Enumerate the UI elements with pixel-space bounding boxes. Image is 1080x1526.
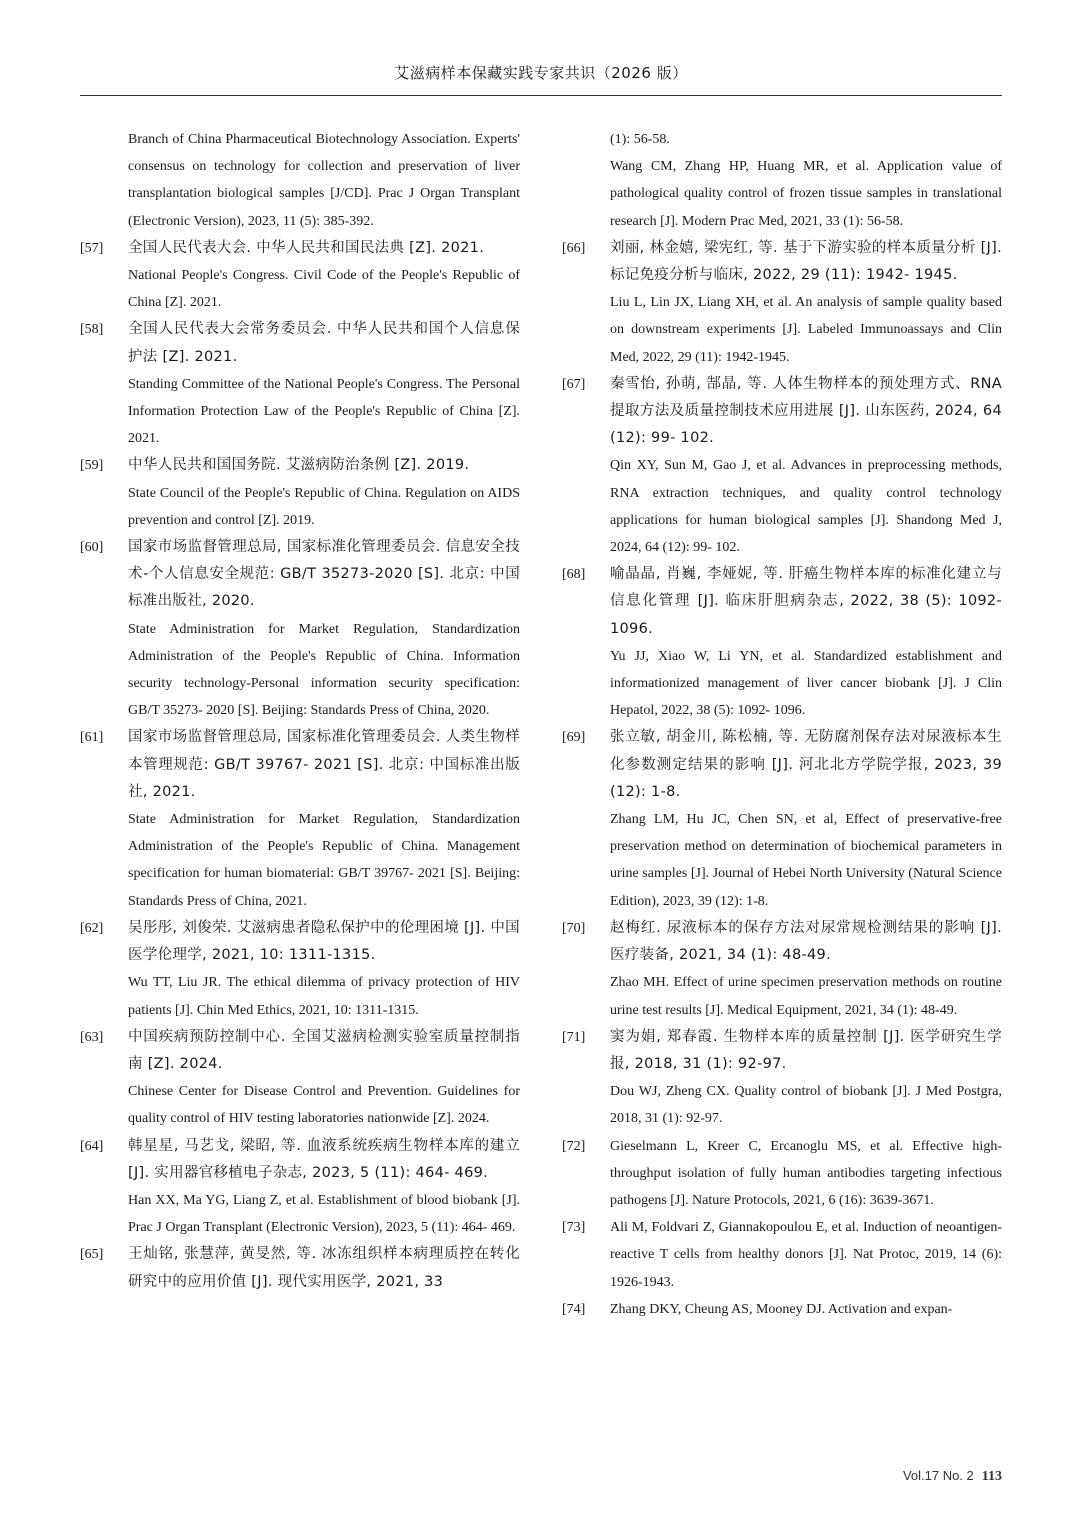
reference-entry <box>562 235 1002 371</box>
reference-text-english: National People's Congress. Civil Code of the People's Republic of China [Z]. 2021. <box>128 268 520 311</box>
reference-entry <box>80 915 520 1024</box>
reference-text-chinese: 王灿铭, 张慧萍, 黄旻然, 等. 冰冻组织样本病理质控在转化研究中的应用价值 [J]. 现代实用医学, 2021, 33 <box>128 1246 520 1290</box>
reference-number: [64] <box>80 1138 104 1154</box>
reference-entry <box>80 235 520 317</box>
reference-text-chinese: 喻晶晶, 肖巍, 李娅妮, 等. 肝癌生物样本库的标准化建立与信息化管理 [J]. 临床肝胆病杂志, 2022, 38 (5): 1092- 1096. <box>610 566 1002 637</box>
reference-text-english: Zhang DKY, Cheung AS, Mooney DJ. Activation and expan- <box>610 1301 953 1317</box>
reference-text-english: Ali M, Foldvari Z, Giannakopoulou E, et al. Induction of neoantigen- reactive T cells from healthy donors [J]. Nat Protoc, 2019, 14 (6): 1926-1943. <box>610 1220 1002 1290</box>
reference-text-english: Branch of China Pharmaceutical Biotechnology Association. Experts' consensus on technology for collection and preservation of liver transplantation biological samples [J/CD]. Prac J Organ Transplant (Electronic Version), 2023, 11 (5): 385-392. <box>128 132 520 229</box>
reference-number: [67] <box>562 376 586 392</box>
reference-text-english: Zhao MH. Effect of urine specimen preservation methods on routine urine test results [J]. Medical Equipment, 2021, 34 (1): 48-49. <box>610 975 1002 1018</box>
reference-number: [73] <box>562 1220 586 1236</box>
reference-text-chinese: 张立敏, 胡金川, 陈松楠, 等. 无防腐剂保存法对尿液标本生化参数测定结果的影响 [J]. 河北北方学院学报, 2023, 39 (12): 1-8. <box>610 729 1002 800</box>
reference-entry <box>562 915 1002 1024</box>
reference-text-chinese: 国家市场监督管理总局, 国家标准化管理委员会. 信息安全技术-个人信息安全规范: GB/T 35273-2020 [S]. 北京: 中国标准出版社, 2020. <box>128 539 520 610</box>
reference-text-english: State Council of the People's Republic of China. Regulation on AIDS prevention and control [Z]. 2019. <box>128 485 520 528</box>
reference-text-chinese: 赵梅红. 尿液标本的保存方法对尿常规检测结果的影响 [J]. 医疗装备, 2021, 34 (1): 48-49. <box>610 919 1002 964</box>
reference-text-english: Standing Committee of the National People's Congress. The Personal Information Protection Law of the People's Republic of China [Z]. 2021. <box>128 376 520 447</box>
reference-entry <box>80 452 520 534</box>
journal-volume: Vol.17 No. 2 <box>902 1468 974 1483</box>
reference-entry <box>562 1214 1002 1296</box>
reference-text-english: Wu TT, Liu JR. The ethical dilemma of privacy protection of HIV patients [J]. Chin Med Ethics, 2021, 10: 1311-1315. <box>128 975 520 1018</box>
reference-entry <box>562 724 1002 914</box>
reference-entry <box>562 371 1002 561</box>
reference-text-english: State Administration for Market Regulation, Standardization Administration of the People's Republic of China. Information security technology-Personal information security specification: GB/T 35273- 2020 [S]. Beijing: Standards Press of China, 2020. <box>128 621 520 719</box>
reference-entry <box>562 561 1002 724</box>
running-header: 艾滋病样本保藏实践专家共识（2026 版） <box>394 64 688 82</box>
reference-text-chinese: 韩星星, 马艺戈, 梁昭, 等. 血液系统疾病生物样本库的建立 [J]. 实用器官移植电子杂志, 2023, 5 (11): 464- 469. <box>128 1137 520 1181</box>
reference-number: [57] <box>80 240 104 256</box>
reference-entry <box>80 534 520 724</box>
reference-entry <box>80 1133 520 1242</box>
reference-number: [74] <box>562 1301 586 1317</box>
reference-text-english: Chinese Center for Disease Control and Prevention. Guidelines for quality control of HIV testing laboratories nationwide [Z]. 2024. <box>128 1084 520 1127</box>
reference-text-chinese: 窦为娟, 郑春霞. 生物样本库的质量控制 [J]. 医学研究生学报, 2018, 31 (1): 92-97. <box>610 1028 1002 1072</box>
reference-text-chinese: 中华人民共和国国务院. 艾滋病防治条例 [Z]. 2019. <box>128 457 470 474</box>
reference-column-left <box>80 126 520 1296</box>
reference-text-chinese: 国家市场监督管理总局, 国家标准化管理委员会. 人类生物样本管理规范: GB/T 39767- 2021 [S]. 北京: 中国标准出版社, 2021. <box>128 729 520 800</box>
reference-number: [59] <box>80 458 104 474</box>
reference-text-english: Dou WJ, Zheng CX. Quality control of biobank [J]. J Med Postgra, 2018, 31 (1): 92-97. <box>610 1084 1002 1127</box>
reference-number: [65] <box>80 1247 104 1263</box>
reference-number: [61] <box>80 730 104 746</box>
reference-entry <box>562 126 1002 153</box>
reference-entry <box>80 1024 520 1133</box>
reference-text-chinese: 全国人民代表大会. 中华人民共和国民法典 [Z]. 2021. <box>128 239 485 256</box>
reference-text-chinese: 刘丽, 林金嬉, 梁宪红, 等. 基于下游实验的样本质量分析 [J]. 标记免疫分析与临床, 2022, 29 (11): 1942- 1945. <box>610 239 1002 284</box>
reference-text-english: State Administration for Market Regulation, Standardization Administration of the People's Republic of China. Management specification for human biomaterial: GB/T 39767- 2021 [S]. Beijing: Standards Press of China, 2021. <box>128 812 520 909</box>
reference-entry <box>80 126 520 235</box>
reference-entry <box>562 1296 1002 1323</box>
reference-number: [69] <box>562 730 586 746</box>
reference-number: [68] <box>562 567 586 583</box>
reference-text-chinese: 吴彤彤, 刘俊荣. 艾滋病患者隐私保护中的伦理困境 [J]. 中国医学伦理学, 2021, 10: 1311-1315. <box>128 919 520 964</box>
reference-text-chinese: 全国人民代表大会常务委员会. 中华人民共和国个人信息保护法 [Z]. 2021. <box>128 321 520 365</box>
reference-number: [70] <box>562 920 586 936</box>
page-number: 113 <box>981 1469 1002 1484</box>
reference-text-english: Han XX, Ma YG, Liang Z, et al. Establishment of blood biobank [J]. Prac J Organ Transplant (Electronic Version), 2023, 5 (11): 464- 469. <box>128 1192 520 1236</box>
reference-number: [72] <box>562 1138 586 1154</box>
reference-entry <box>562 1024 1002 1133</box>
reference-number: [60] <box>80 540 104 556</box>
reference-text-english: Yu JJ, Xiao W, Li YN, et al. Standardized establishment and informationized management of liver cancer biobank [J]. J Clin Hepatol, 2022, 38 (5): 1092- 1096. <box>610 648 1002 719</box>
reference-entry <box>80 724 520 914</box>
reference-number: [71] <box>562 1029 586 1045</box>
reference-text-english: (1): 56-58. <box>610 132 670 147</box>
reference-entry <box>562 153 1002 235</box>
page-footer <box>903 1468 1002 1485</box>
reference-text-chinese: 中国疾病预防控制中心. 全国艾滋病检测实验室质量控制指南 [Z]. 2024. <box>128 1028 520 1072</box>
reference-text-english: Zhang LM, Hu JC, Chen SN, et al, Effect of preservative-free preservation method on determination of biochemical parameters in urine samples [J]. Journal of Hebei North University (Natural Science Edition), 2023, 39 (12): 1-8. <box>610 812 1002 909</box>
reference-entry <box>562 1133 1002 1215</box>
header-rule <box>80 95 1002 96</box>
reference-text-english: Gieselmann L, Kreer C, Ercanoglu MS, et al. Effective high-throughput isolation of fully human antibodies targeting infectious pathogens [J]. Nature Protocols, 2021, 6 (16): 3639-3671. <box>610 1138 1002 1208</box>
reference-number: [58] <box>80 322 104 338</box>
reference-entry <box>80 1241 520 1295</box>
reference-number: [66] <box>562 240 586 256</box>
reference-entry <box>80 316 520 452</box>
reference-text-english: Wang CM, Zhang HP, Huang MR, et al. Application value of pathological quality control of frozen tissue samples in translational research [J]. Modern Prac Med, 2021, 33 (1): 56-58. <box>610 159 1002 229</box>
reference-text-chinese: 秦雪怡, 孙萌, 郜晶, 等. 人体生物样本的预处理方式、RNA 提取方法及质量控制技术应用进展 [J]. 山东医药, 2024, 64 (12): 99- 102. <box>610 375 1002 447</box>
reference-text-english: Liu L, Lin JX, Liang XH, et al. An analysis of sample quality based on downstream experiments [J]. Labeled Immunoassays and Clin Med, 2022, 29 (11): 1942-1945. <box>610 295 1002 365</box>
reference-number: [63] <box>80 1029 104 1045</box>
reference-number: [62] <box>80 920 104 936</box>
reference-column-right <box>562 126 1002 1323</box>
reference-text-english: Qin XY, Sun M, Gao J, et al. Advances in preprocessing methods, RNA extraction techniques, and quality control technology applications for human biological samples [J]. Shandong Med J, 2024, 64 (12): 99- 102. <box>610 458 1002 556</box>
